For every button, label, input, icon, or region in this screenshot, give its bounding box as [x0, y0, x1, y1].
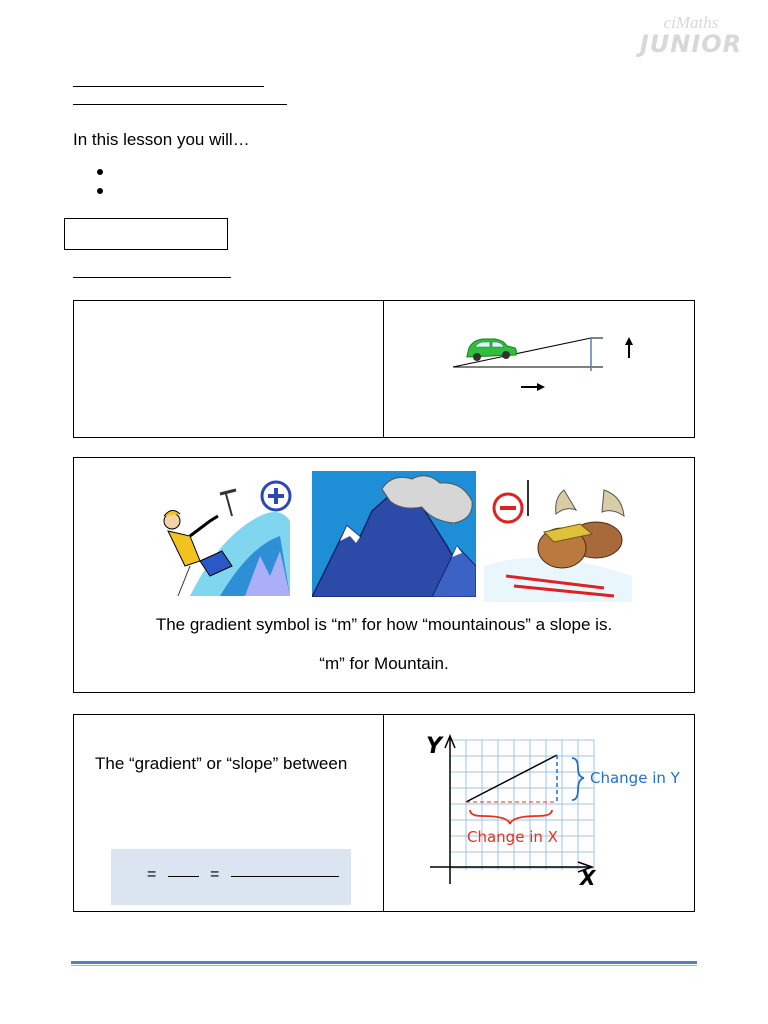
brand-logo	[636, 14, 746, 94]
x-axis-label: X	[580, 866, 596, 890]
section-line	[73, 277, 231, 278]
footer-rule-thin	[71, 965, 697, 966]
change-x-label: Change in X	[467, 828, 558, 846]
gradient-formula-box	[111, 849, 351, 905]
gradient-line	[466, 755, 557, 802]
title-line-2	[73, 104, 287, 105]
car-slope-diagram	[445, 326, 645, 398]
gradient-diagram	[420, 730, 690, 900]
gradient-definition-text: The “gradient” or “slope” between	[95, 754, 348, 773]
bullet-2	[97, 188, 103, 194]
lesson-intro: In this lesson you will…	[73, 130, 250, 149]
gradient-symbol-caption: The gradient symbol is “m” for how “mountainous” a slope is.	[155, 615, 613, 634]
arrow-up-icon	[625, 337, 633, 358]
grid-lines	[450, 740, 594, 870]
bullet-1	[97, 169, 103, 175]
gradient-diagram-svg	[420, 730, 690, 900]
empty-heading-box	[64, 218, 228, 250]
formula-fraction-line-1	[168, 876, 199, 877]
slope-panel-divider	[383, 300, 384, 438]
logo-big-text: JUNIOR	[639, 30, 743, 58]
logo-small-text: ciMaths	[663, 13, 719, 32]
moose-skier-image	[484, 476, 632, 602]
formula-equals-2: =	[210, 866, 220, 883]
title-line-1	[73, 86, 264, 87]
y-axis-label: Y	[426, 734, 442, 759]
definition-panel-divider	[383, 714, 384, 912]
arrow-right-icon	[521, 383, 545, 391]
mountain-caption: “m” for Mountain.	[319, 654, 449, 673]
climber-image	[150, 476, 300, 598]
formula-fraction-line-2	[231, 876, 339, 877]
change-y-label: Change in Y	[590, 769, 680, 787]
footer-rule	[71, 961, 697, 964]
car-icon	[467, 339, 516, 361]
formula-equals-1: =	[147, 866, 157, 883]
mountain-image	[312, 471, 476, 597]
